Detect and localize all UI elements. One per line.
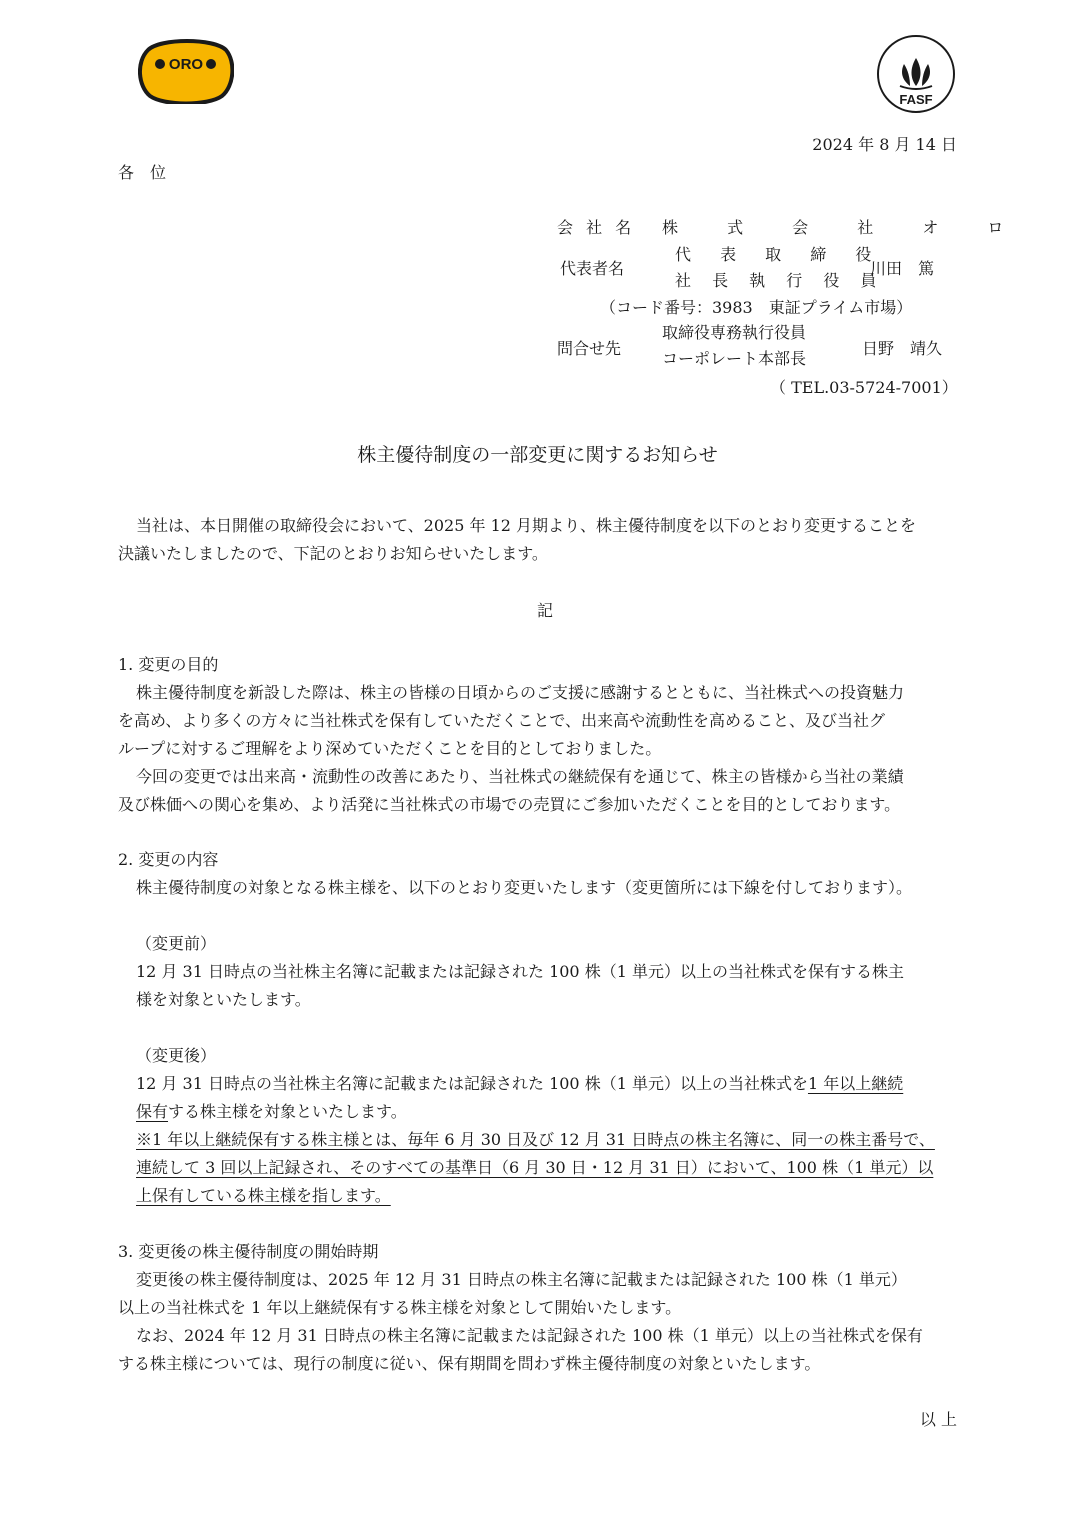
before-line-1: 12 月 31 日時点の当社株主名簿に記載または記録された 100 株（1 単元）以上の当社株式を保有する株主 <box>136 962 904 981</box>
after-line-1-underlined: 1 年以上継続 <box>807 1074 904 1093</box>
contact-label: 問合せ先 <box>557 339 622 358</box>
after-line-2 <box>136 1098 407 1126</box>
section-3-p2-line-2: する株主様については、現行の制度に従い、保有期間を問わず株主優待制度の対象といたします。 <box>118 1354 821 1373</box>
section-1-p2-line-2: 及び株価への関心を集め、より活発に当社株式の市場での売買にご参加いただくことを目的としております。 <box>118 795 901 814</box>
after-line-2-underlined: 保有 <box>136 1102 169 1121</box>
before-label: （変更前） <box>136 934 217 953</box>
section-3-p2-line-1: なお、2024 年 12 月 31 日時点の株主名簿に記載または記録された 100 株（1 単元）以上の当社株式を保有 <box>136 1326 923 1345</box>
note-line-1: ※1 年以上継続保有する株主様とは、毎年 6 月 30 日及び 12 月 31 日時点の株主名簿に、同一の株主番号で、 <box>136 1130 935 1149</box>
rep-title-1: 代 表 取 締 役 <box>675 245 884 264</box>
ki-label: 記 <box>536 601 553 620</box>
contact-title-2: コーポレート本部長 <box>662 349 807 368</box>
addressee: 各 位 <box>118 163 167 182</box>
contact-name: 日野 靖久 <box>862 339 943 358</box>
note-line-3: 上保有している株主様を指します。 <box>136 1186 391 1205</box>
intro-line-2: 決議いたしましたので、下記のとおりお知らせいたします。 <box>118 544 548 563</box>
after-line-2-text: する株主様を対象といたします。 <box>168 1102 407 1121</box>
rep-name: 川田 篤 <box>870 259 935 278</box>
section-1-p1-line-3: ループに対するご理解をより深めていただくことを目的としておりました。 <box>118 739 662 758</box>
after-label: （変更後） <box>136 1046 217 1065</box>
fasf-logo-text: FASF <box>899 92 933 107</box>
contact-title-1: 取締役専務執行役員 <box>662 323 807 342</box>
company-label: 会 社 名 <box>557 218 636 237</box>
before-line-2: 様を対象といたします。 <box>136 990 311 1009</box>
section-1-heading: 1. 変更の目的 <box>118 655 219 674</box>
rep-title-2: 社 長 執 行 役 員 <box>675 271 885 290</box>
section-3-p1-line-2: 以上の当社株式を 1 年以上継続保有する株主様を対象として開始いたします。 <box>118 1298 682 1317</box>
section-2-heading: 2. 変更の内容 <box>118 850 219 869</box>
oro-logo <box>138 36 234 104</box>
document-date: 2024 年 8 月 14 日 <box>812 135 957 154</box>
rep-label: 代表者名 <box>560 259 625 278</box>
section-1-p2-line-1: 今回の変更では出来高・流動性の改善にあたり、当社株式の継続保有を通じて、株主の皆様から当社の業績 <box>136 767 904 786</box>
section-3-p1-line-1: 変更後の株主優待制度は、2025 年 12 月 31 日時点の株主名簿に記載または記録された 100 株（1 単元） <box>136 1270 907 1289</box>
fasf-logo-mark <box>876 34 956 114</box>
fasf-logo <box>876 34 956 114</box>
after-line-1-text: 12 月 31 日時点の当社株主名簿に記載または記録された 100 株（1 単元）以上の当社株式を <box>136 1074 808 1093</box>
section-1-p1-line-1: 株主優待制度を新設した際は、株主の皆様の日頃からのご支援に感謝するとともに、当社株式への投資魅力 <box>136 683 905 702</box>
tel-line: （ TEL.03-5724-7001） <box>770 378 958 397</box>
code-line: （コード番号：3983 東証プライム市場） <box>600 298 913 317</box>
intro-line-1: 当社は、本日開催の取締役会において、2025 年 12 月期より、株主優待制度を以下のとおり変更することを <box>136 516 917 535</box>
section-2-intro: 株主優待制度の対象となる株主様を、以下のとおり変更いたします（変更箇所には下線を付しております）。 <box>136 878 913 897</box>
oro-logo-text: ORO <box>168 56 204 73</box>
section-3-heading: 3. 変更後の株主優待制度の開始時期 <box>118 1242 379 1261</box>
section-1-p1-line-2: を高め、より多くの方々に当社株式を保有していただくことで、出来高や流動性を高めること、及び当社グ <box>118 711 886 730</box>
after-line-1 <box>136 1070 903 1098</box>
company-name: 株 式 会 社 オ ロ <box>662 218 1026 237</box>
document-title: 株主優待制度の一部変更に関するお知らせ <box>357 444 718 466</box>
oro-logo-mark <box>138 36 234 104</box>
note-line-2: 連続して 3 回以上記録され、そのすべての基準日（6 月 30 日・12 月 31 日）において、100 株（1 単元）以 <box>136 1158 934 1177</box>
closing: 以 上 <box>919 1410 957 1429</box>
